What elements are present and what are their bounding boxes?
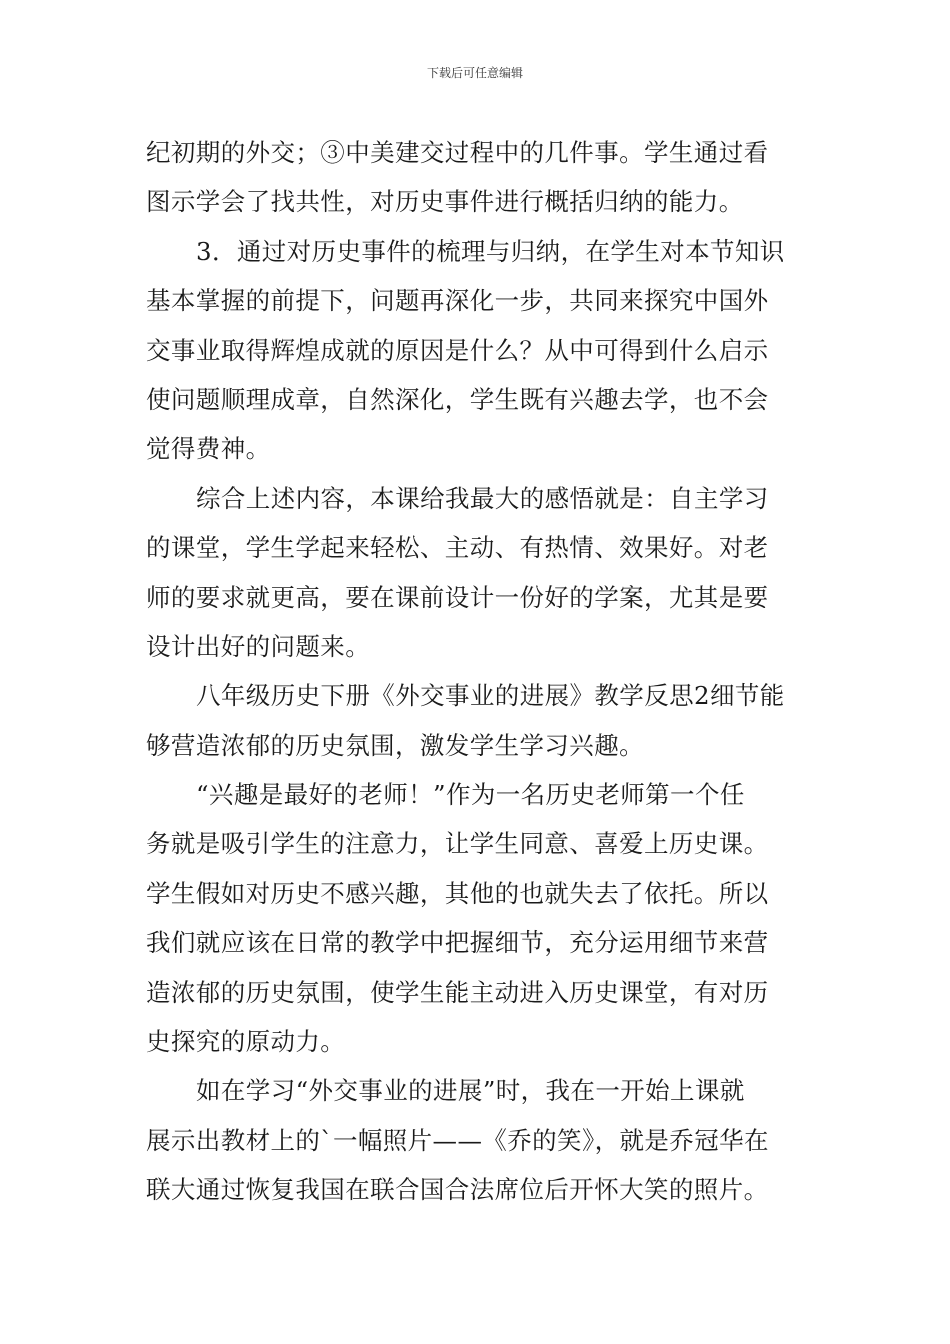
paragraph-start: “兴趣是最好的老师！”作为一名历史老师第一个任 (196, 780, 745, 810)
text-line: 使问题顺理成章，自然深化，学生既有兴趣去学，也不会 (146, 384, 769, 414)
paragraph-start: 八年级历史下册《外交事业的进展》教学反思2细节能 (196, 681, 785, 711)
document-body (146, 128, 810, 1215)
text-line: 师的要求就更高，要在课前设计一份好的学案，尤其是要 (146, 582, 769, 612)
text-line: 交事业取得辉煌成就的原因是什么？从中可得到什么启示 (146, 335, 769, 365)
text-line: 图示学会了找共性，对历史事件进行概括归纳的能力。 (146, 187, 744, 217)
text-line: 够营造浓郁的历史氛围，激发学生学习兴趣。 (146, 730, 644, 760)
text-line: 纪初期的外交；③中美建交过程中的几件事。学生通过看 (146, 138, 769, 167)
paragraph-start: 如在学习“外交事业的进展”时，我在一开始上课就 (196, 1076, 745, 1106)
text-line: 的课堂，学生学起来轻松、主动、有热情、效果好。对老 (146, 533, 769, 563)
text-line: 设计出好的问题来。 (146, 631, 371, 661)
text-line: 展示出教材上的`一幅照片——《乔的笑》，就是乔冠华在 (146, 1125, 769, 1155)
text-line: 基本掌握的前提下，问题再深化一步，共同来探究中国外 (146, 286, 769, 316)
text-line: 我们就应该在日常的教学中把握细节，充分运用细节来营 (146, 928, 769, 958)
page-header: 下载后可任意编辑 (426, 66, 523, 80)
text-line: 觉得费神。 (146, 434, 271, 464)
paragraph-start: 3．通过对历史事件的梳理与归纳，在学生对本节知识 (196, 236, 785, 266)
text-line: 学生假如对历史不感兴趣，其他的也就失去了依托。所以 (146, 878, 769, 908)
text-line: 史探究的原动力。 (146, 1027, 346, 1057)
text-line: 务就是吸引学生的注意力，让学生同意、喜爱上历史课。 (146, 829, 769, 859)
text-line: 联大通过恢复我国在联合国合法席位后开怀大笑的照片。 (146, 1175, 769, 1205)
paragraph-start: 综合上述内容，本课给我最大的感悟就是：自主学习 (196, 483, 769, 513)
text-line: 造浓郁的历史氛围，使学生能主动进入历史课堂，有对历 (146, 977, 769, 1007)
